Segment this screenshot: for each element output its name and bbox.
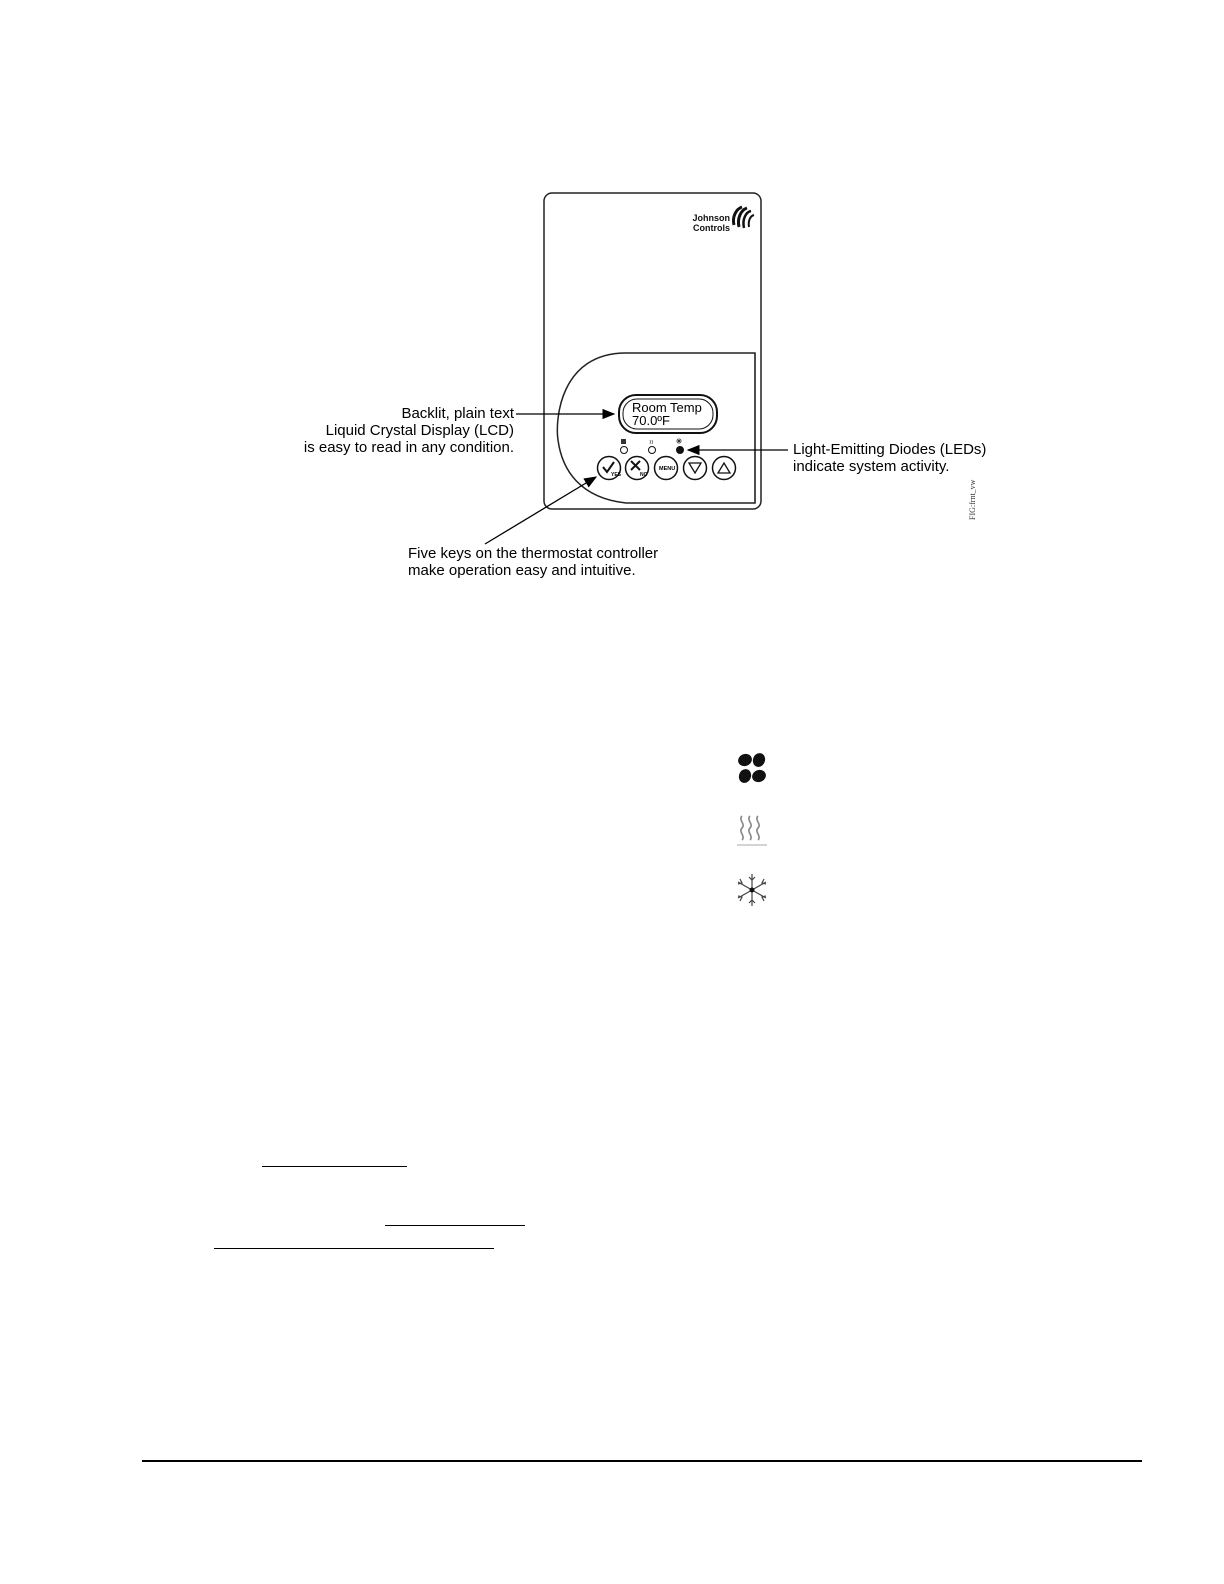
keys-callout-line-1: Five keys on the thermostat controller <box>408 545 659 562</box>
keys-callout <box>408 545 658 579</box>
lcd-line-1: Room Temp <box>632 400 702 415</box>
figure-id <box>968 479 982 520</box>
keys-callout-arrow <box>485 477 596 544</box>
thermostat-figure <box>0 0 1224 620</box>
fan-icon <box>732 748 772 788</box>
snowflake-icon <box>732 870 772 910</box>
key-yes-button <box>598 457 622 480</box>
heat-icon <box>732 808 772 848</box>
svg-text:YES: YES <box>611 472 622 478</box>
underline-3 <box>214 1248 494 1249</box>
key-up-button <box>713 457 736 480</box>
underline-1 <box>262 1166 407 1167</box>
figure-id-text: FIG:frnt_vw <box>968 479 977 520</box>
leds-callout-line-2: indicate system activity. <box>793 458 950 475</box>
lcd-callout-line-2: Liquid Crystal Display (LCD) <box>325 422 514 439</box>
lcd-callout <box>280 405 514 456</box>
key-no-button <box>626 457 649 480</box>
lcd-callout-line-1: Backlit, plain text <box>401 405 514 422</box>
key-down-button <box>684 457 707 480</box>
brand-name <box>668 213 730 233</box>
svg-text:NO: NO <box>640 472 648 478</box>
leds-callout <box>793 441 986 475</box>
brand-line1: Johnson <box>692 213 730 223</box>
leds-callout-line-1: Light-Emitting Diodes (LEDs) <box>793 441 987 458</box>
footer-rule <box>142 1460 1142 1462</box>
svg-text:MENU: MENU <box>659 466 676 472</box>
lcd-callout-line-3: is easy to read in any condition. <box>303 439 514 456</box>
key-menu-button <box>655 457 678 480</box>
brand-line2: Controls <box>693 223 730 233</box>
keys-callout-line-2: make operation easy and intuitive. <box>408 562 636 579</box>
lcd-line-2: 70.0ºF <box>632 413 670 428</box>
underline-2 <box>385 1225 525 1226</box>
